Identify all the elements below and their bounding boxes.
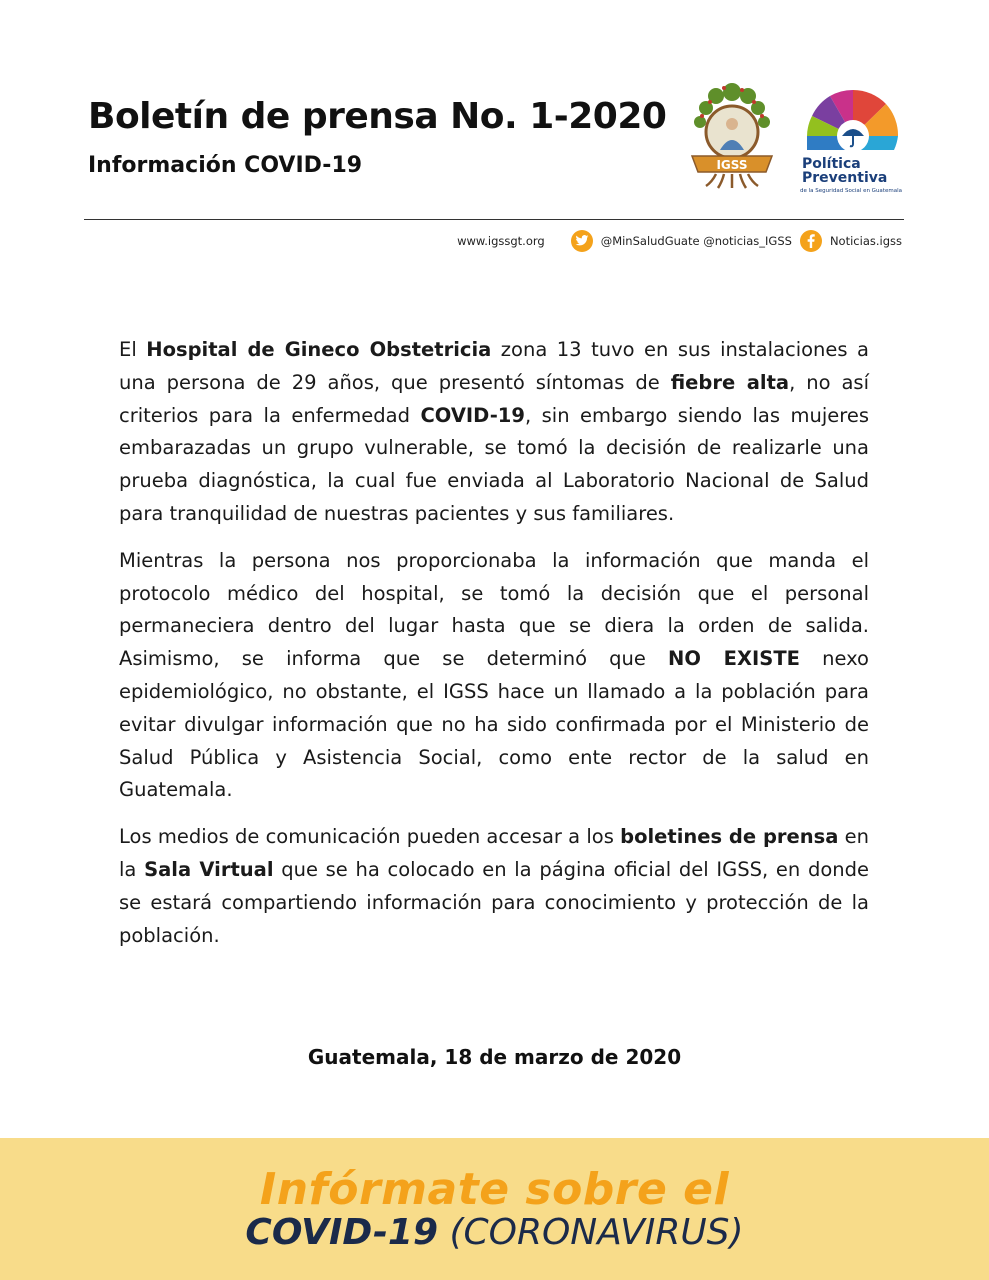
paragraph-1: El Hospital de Gineco Obstetricia zona 13 tuvo en sus instalaciones a una persona de 29 años, que presentó síntomas de fiebre alta, no así criterios para la enfermedad COVID-19, sin embargo siendo las mujeres embarazadas un grupo vulnerable, se tomó la decisión de realizarle una prueba diagnóstica, la cual fue enviada al Laboratorio Nacional de Salud para tranquilidad de nuestras pacientes y sus familiares. — [119, 338, 870, 525]
paragraph-2: Mientras la persona nos proporcionaba la información que manda el protocolo médico del hospital, se tomó la decisión que el personal permaneciera dentro del lugar hasta que se diera la orden de salida. Asimismo, se informa que se determinó que NO EXISTE nexo epidemiológico, no obstante, el IGSS hace un llamado a la población para evitar divulgar información que no ha sido confirmada por el Ministerio de Salud Pública y Asistencia Social, como ente rector de la salud en Guatemala. — [119, 548, 869, 802]
website-link[interactable]: www.igssgt.org — [457, 234, 545, 248]
header-divider — [84, 219, 904, 220]
igss-logo — [686, 78, 778, 190]
politica-preventiva-logo — [798, 86, 908, 196]
facebook-icon — [800, 230, 822, 252]
logo-pp-line1: Política — [802, 156, 861, 172]
page-subtitle: Información COVID-19 — [88, 153, 363, 178]
banner-line-2: COVID-19 (CORONAVIRUS) — [245, 1212, 744, 1253]
facebook-handle[interactable]: Noticias.igss — [829, 234, 902, 248]
press-release-body — [119, 334, 869, 966]
igss-logo-text: IGSS — [716, 158, 748, 172]
twitter-icon — [571, 230, 593, 252]
banner-line-1: Infórmate sobre el — [259, 1164, 730, 1215]
paragraph-3: Los medios de comunicación pueden accesar a los boletines de prensa en la Sala Virtual que se ha colocado en la página oficial del IGSS, en donde se estará compartiendo información para conocimiento y protección de la población. — [119, 825, 869, 947]
contact-bar — [457, 229, 902, 253]
place-date: Guatemala, 18 de marzo de 2020 — [307, 1045, 682, 1069]
page-title: Boletín de prensa No. 1-2020 — [88, 96, 667, 137]
logo-pp-line2: Preventiva — [802, 170, 888, 186]
logo-pp-tagline: de la Seguridad Social en Guatemala — [800, 188, 902, 194]
twitter-handles[interactable]: @MinSaludGuate @noticias_IGSS — [600, 234, 792, 248]
